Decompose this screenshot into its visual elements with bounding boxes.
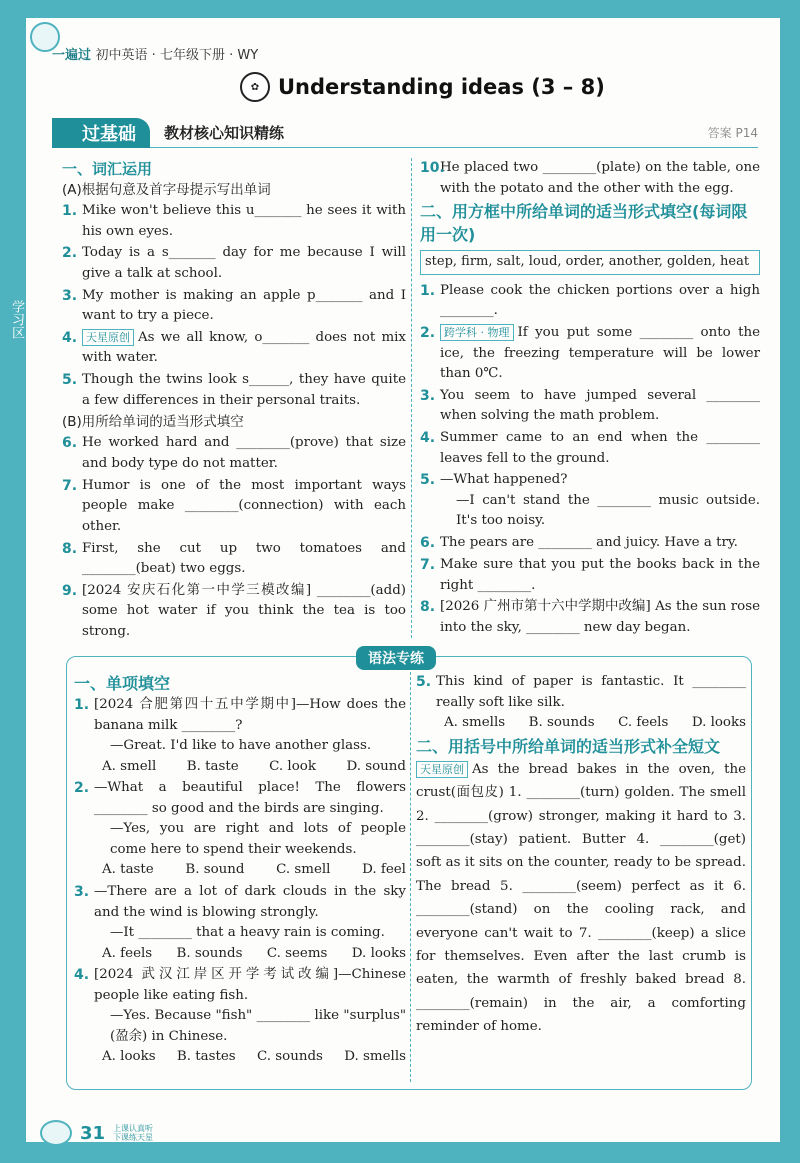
question: 8. First, she cut up two tomatoes and ________(beat) two eggs.: [62, 540, 406, 577]
question: 1. Mike won't believe this u_______ he sees it with his own eyes.: [62, 203, 406, 239]
question: 4. 天星原创 As we all know, o_______ does not mix with water.: [62, 329, 406, 366]
question: 6. The pears are ________ and juicy. Have a try.: [420, 535, 738, 552]
section-tag: 过基础: [52, 118, 150, 148]
grammar-mc-column: [74, 672, 406, 1069]
section-bar: [52, 118, 758, 148]
header-brand: [52, 44, 258, 63]
mc-question: 2. —What a beautiful place! The flowers ________ so good and the birds are singing. —Yes, you are right and lots of people come here to spend their weekends. A. taste B. sound C. smell D. feel: [74, 780, 406, 878]
series-name: 初中英语 · 七年级下册 · WY: [95, 48, 259, 63]
mc-question: 3. —There are a lot of dark clouds in the sky and the wind is blowing strongly. —It ________ that a heavy rain is coming. A. feels B. sounds C. seems D. looks: [74, 884, 406, 961]
boxwords-column: [420, 158, 760, 640]
vocab-part-a: (A)根据句意及首字母提示写出单词: [62, 182, 271, 198]
vocab-heading: 一、词汇运用: [62, 160, 153, 178]
cloze-passage: 天星原创 As the bread bakes in the oven, the crust(面包皮) 1. ________(turn) golden. The smell 2. ________(grow) stronger, making it hard to 3. ________(stay) patient. Butter 4. ________(get) soft as it sits on the counter, ready to be spread. The bread 5. ________(seem) perfect as it 6. ________(stand) on the cooling rack, and everyone can't wait to 7. ________(keep) a slice for themselves. Even after the last crumb is eaten, the warmth of freshly baked bread 8. ________(remain) in the air, a comforting reminder of home.: [416, 761, 746, 1035]
footer: [40, 1120, 153, 1146]
question: 5. Though the twins look s______, they have quite a few differences in their personal traits.: [62, 372, 406, 408]
mc-heading: 一、单项填空: [74, 674, 171, 693]
badge-icon: ✿: [240, 72, 270, 102]
mc-question: 5. This kind of paper is fantastic. It ________ really soft like silk. A. smells B. sounds C. feels D. looks: [416, 674, 746, 730]
page-title: Understanding ideas (3 – 8): [278, 75, 605, 99]
word-box: step, firm, salt, loud, order, another, golden, heat: [420, 250, 760, 275]
subject-tag: 跨学科 · 物理: [440, 324, 514, 341]
question: 2. 跨学科 · 物理 If you put some ________ onto the ice, the freezing temperature will be lower than 0℃.: [420, 325, 760, 382]
grammar-tag: 语法专练: [356, 646, 436, 670]
question: 10. He placed two ________(plate) on the table, one with the potato and the other with the egg.: [420, 160, 760, 196]
boxwords-heading: 二、用方框中所给单词的适当形式填空(每词限用一次): [420, 202, 748, 245]
answer-reference: 答案 P14: [707, 126, 758, 140]
cloze-heading: 二、用括号中所给单词的适当形式补全短文: [416, 736, 721, 756]
question: 2. Today is a s_______ day for me because I will give a talk at school.: [62, 245, 406, 281]
question: 8. [2026 广州市第十六中学期中改编] As the sun rose into the sky, ________ new day began.: [420, 599, 760, 635]
grammar-cloze-column: [416, 672, 746, 1040]
mc-question: 1. [2024 合肥第四十五中学期中]—How does the banana milk ________? —Great. I'd like to have another glass. A. smell B. taste C. look D. sound: [74, 697, 406, 774]
vocab-part-b: (B)用所给单词的适当形式填空: [62, 414, 244, 431]
question: 3. My mother is making an apple p_______ and I want to try a piece.: [62, 287, 406, 324]
question: 6. He worked hard and ________(prove) that size and body type do not matter.: [62, 435, 406, 471]
footer-note: 上课认真听 下课练天星: [113, 1124, 154, 1142]
question: 3. You seem to have jumped several ________ when solving the math problem.: [420, 387, 760, 424]
mc-question: 4. [2024 武汉江岸区开学考试改编]—Chinese people like eating fish. —Yes. Because "fish" ________ like "surplus"(盈余) in Chinese. A. looks B. tastes C. sounds D. smells: [74, 967, 406, 1065]
question: 4. Summer came to an end when the ________ leaves fell to the ground.: [420, 430, 760, 466]
original-tag: 天星原创: [82, 329, 134, 346]
page-number: 31: [80, 1122, 106, 1144]
title-row: [240, 72, 605, 102]
brand-name: 一遍过: [52, 48, 92, 63]
side-tab: 学习区: [0, 270, 26, 360]
question: 7. Make sure that you put the books back in the right ________.: [420, 557, 760, 593]
question: 1. Please cook the chicken portions over a high ________.: [420, 282, 760, 319]
footer-mascot-icon: [40, 1120, 72, 1146]
vocab-column: [62, 158, 406, 644]
column-divider: [411, 158, 412, 638]
grammar-divider: [410, 672, 411, 1082]
question: 5. —What happened? —I can't stand the ________ music outside. It's too noisy.: [420, 472, 760, 529]
section-subtitle: 教材核心知识精练: [164, 124, 285, 142]
question: 7. Humor is one of the most important ways people make ________(connection) with each other.: [62, 477, 406, 534]
question: 9. [2024 安庆石化第一中学三模改编] ________(add) some hot water if you think the tea is too strong.: [62, 582, 406, 639]
original-tag: 天星原创: [416, 761, 468, 778]
